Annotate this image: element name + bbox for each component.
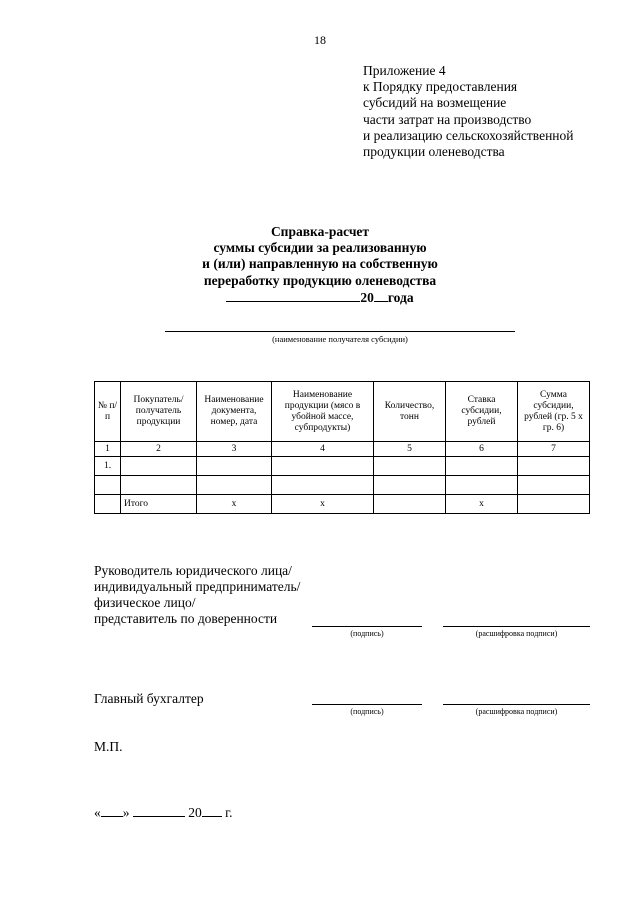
appendix-line: продукции оленеводства: [363, 144, 505, 160]
title-line: переработку продукцию оленеводства: [203, 272, 437, 288]
column-number: 5: [374, 442, 446, 457]
stamp-label: М.П.: [94, 739, 123, 754]
header-cell: Покупатель/ получатель продукции: [121, 382, 197, 442]
appendix-line: субсидий на возмещение: [363, 95, 507, 111]
recipient-caption: (наименование получателя субсидии): [272, 334, 408, 344]
table-cell: [374, 457, 446, 476]
table-cell: [121, 457, 197, 476]
total-cell: x: [197, 495, 272, 514]
table-cell: [446, 476, 518, 495]
day-blank: [101, 804, 123, 817]
accountant-label: Главный бухгалтер: [94, 691, 204, 706]
table-cell: [272, 476, 374, 495]
signature-line: [312, 626, 422, 627]
table-row: [95, 457, 590, 476]
page-number: 18: [314, 33, 326, 47]
close-quote: »: [122, 805, 130, 820]
decode-caption: (расшифровка подписи): [475, 629, 558, 638]
appendix-line: к Порядку предоставления: [363, 79, 518, 95]
header-cell: № п/п: [95, 382, 121, 442]
table-cell: [446, 457, 518, 476]
header-cell: Количество, тонн: [374, 382, 446, 442]
total-cell: x: [272, 495, 374, 514]
title-line: и (или) направленную на собственную: [202, 256, 438, 272]
table-cell: [374, 495, 446, 514]
column-number: 7: [518, 442, 590, 457]
signatory-line: физическое лицо/: [94, 595, 196, 610]
signature-caption: (подпись): [350, 629, 384, 638]
header-cell: Ставка субсидии, рублей: [446, 382, 518, 442]
table-cell: [518, 495, 590, 514]
header-cell: Наименование документа, номер, дата: [197, 382, 272, 442]
table-cell: [197, 457, 272, 476]
title-line: Справка-расчет: [270, 224, 370, 239]
table-cell: [272, 457, 374, 476]
year-blank: [202, 804, 222, 817]
decode-line: [443, 626, 590, 627]
total-row: [95, 495, 590, 514]
recipient-name-line: [165, 331, 515, 332]
column-number-row: [95, 442, 590, 457]
signature-line: [312, 704, 422, 705]
appendix-note: [363, 63, 574, 160]
title-year-line: [0, 289, 640, 306]
signatory-line: индивидуальный предприниматель/: [94, 579, 301, 594]
table-cell: [197, 476, 272, 495]
title-line: суммы субсидии за реализованную: [213, 240, 427, 256]
total-label: Итого: [121, 495, 197, 514]
table-header-row: [95, 382, 590, 442]
subsidy-table: [94, 381, 590, 514]
table-cell: [374, 476, 446, 495]
year-period-blank: [226, 289, 360, 302]
table-cell: [121, 476, 197, 495]
column-number: 3: [197, 442, 272, 457]
month-blank: [133, 804, 185, 817]
table-cell: [95, 476, 121, 495]
row-index: 1.: [95, 457, 121, 476]
document-title: [0, 224, 640, 306]
column-number: 1: [95, 442, 121, 457]
table-cell: [518, 476, 590, 495]
signatory-line: Руководитель юридического лица/: [94, 563, 292, 578]
appendix-line: и реализацию сельскохозяйственной: [363, 127, 574, 143]
year-blank: [374, 289, 388, 302]
total-cell: x: [446, 495, 518, 514]
column-number: 2: [121, 442, 197, 457]
column-number: 6: [446, 442, 518, 457]
table-row: [95, 476, 590, 495]
year-suffix: года: [387, 289, 414, 305]
signatory-line: представитель по доверенности: [94, 611, 278, 626]
header-cell: Сумма субсидии, рублей (гр. 5 x гр. 6): [518, 382, 590, 442]
header-cell: Наименование продукции (мясо в убойной массе, субпродукты): [272, 382, 374, 442]
decode-caption: (расшифровка подписи): [475, 707, 558, 716]
open-quote: «: [94, 805, 101, 820]
table-cell: [95, 495, 121, 514]
year-prefix: 20: [360, 289, 374, 305]
date-line: [94, 804, 233, 821]
signature-caption: (подпись): [350, 707, 384, 716]
column-number: 4: [272, 442, 374, 457]
year-suffix: г.: [225, 805, 233, 820]
year-prefix: 20: [188, 805, 202, 820]
decode-line: [443, 704, 590, 705]
head-signatory-label: [94, 563, 300, 627]
appendix-line: Приложение 4: [363, 63, 446, 78]
table-cell: [518, 457, 590, 476]
appendix-line: части затрат на производство: [363, 111, 532, 127]
